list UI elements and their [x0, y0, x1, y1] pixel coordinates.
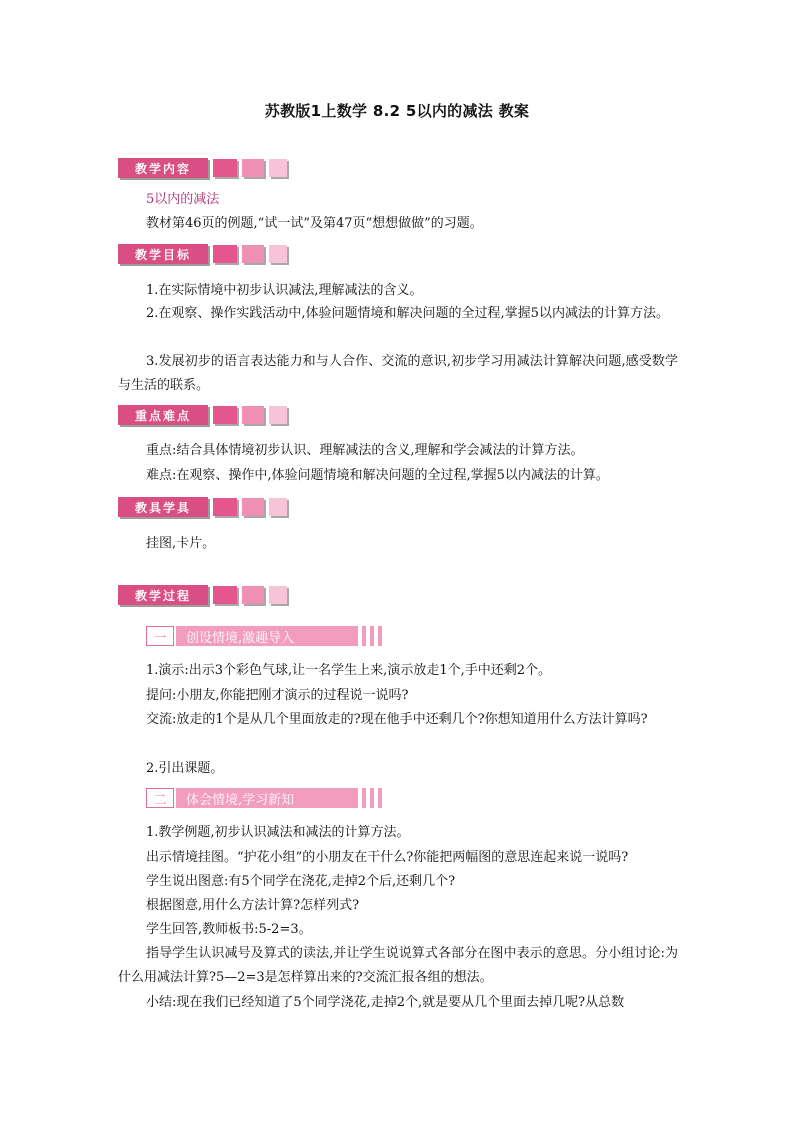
paragraph: 2.在观察、操作实践活动中,体验问题情境和解决问题的全过程,掌握5以内减法的计算方法。 — [146, 306, 669, 321]
decor-bar — [378, 788, 382, 808]
decor-square — [269, 245, 287, 263]
paragraph: 根据图意,用什么方法计算?怎样列式? — [146, 898, 360, 913]
decor-bar — [362, 788, 366, 808]
paragraph: 教材第46页的例题,“试一试”及第47页“想想做做”的习题。 — [146, 216, 483, 231]
step-header-2 — [146, 787, 382, 809]
paragraph: 3.发展初步的语言表达能力和与人合作、交流的意识,初步学习用减法计算解决问题,感受数学与生活的联系。 — [118, 354, 678, 393]
decor-square — [242, 498, 264, 516]
step-number: 一 — [146, 626, 174, 646]
decor-square — [213, 159, 237, 177]
decor-square — [213, 498, 237, 516]
page-title: 苏教版1上数学 8.2 5以内的减法 教案 — [264, 102, 530, 120]
step-header-1 — [146, 625, 382, 647]
decor-square — [269, 498, 287, 516]
section-label: 教学目标 — [118, 244, 208, 264]
decor-square — [213, 406, 237, 424]
step-number: 二 — [146, 788, 174, 808]
section-label: 教具学具 — [118, 497, 208, 517]
paragraph: 1.演示:出示3个彩色气球,让一名学生上来,演示放走1个,手中还剩2个。 — [146, 663, 551, 678]
section-label: 教学内容 — [118, 158, 208, 178]
section-header-process — [118, 584, 287, 606]
decor-square — [213, 586, 237, 604]
decor-bar — [370, 788, 374, 808]
section-label: 重点难点 — [118, 405, 208, 425]
decor-square — [242, 245, 264, 263]
decor-square — [269, 406, 287, 424]
section-header-key-points — [118, 404, 287, 426]
decor-square — [242, 159, 264, 177]
step-label: 创设情境,激趣导入 — [176, 626, 358, 646]
paragraph: 1.在实际情境中初步认识减法,理解减法的含义。 — [146, 283, 423, 298]
paragraph: 交流:放走的1个是从几个里面放走的?现在他手中还剩几个?你想知道用什么方法计算吗? — [146, 712, 648, 727]
paragraph: 出示情境挂图。“护花小组”的小朋友在干什么?你能把两幅图的意思连起来说一说吗? — [146, 850, 629, 865]
paragraph: 指导学生认识减号及算式的读法,并让学生说说算式各部分在图中表示的意思。分小组讨论:为什么用减法计算?5—2=3是怎样算出来的?交流汇报各组的想法。 — [118, 946, 678, 985]
decor-bar — [362, 626, 366, 646]
paragraph: 难点:在观察、操作中,体验问题情境和解决问题的全过程,掌握5以内减法的计算。 — [146, 468, 609, 483]
paragraph: 挂图,卡片。 — [146, 536, 216, 551]
decor-square — [242, 406, 264, 424]
section-label: 教学过程 — [118, 585, 208, 605]
paragraph: 学生回答,教师板书:5-2=3。 — [146, 922, 312, 937]
paragraph: 重点:结合具体情境初步认识、理解减法的含义,理解和学会减法的计算方法。 — [146, 443, 584, 458]
decor-bar — [370, 626, 374, 646]
decor-square — [269, 586, 287, 604]
step-label: 体会情境,学习新知 — [176, 788, 358, 808]
decor-square — [242, 586, 264, 604]
decor-square — [213, 245, 237, 263]
decor-square — [269, 159, 287, 177]
paragraph: 2.引出课题。 — [146, 761, 224, 776]
paragraph: 学生说出图意:有5个同学在浇花,走掉2个后,还剩几个? — [146, 874, 456, 889]
content-subtitle: 5以内的减法 — [146, 192, 220, 207]
section-header-tools — [118, 496, 287, 518]
paragraph: 小结:现在我们已经知道了5个同学浇花,走掉2个,就是要从几个里面去掉几呢?从总数 — [146, 995, 625, 1010]
decor-bar — [378, 626, 382, 646]
section-header-goals — [118, 243, 287, 265]
section-header-content — [118, 157, 287, 179]
paragraph: 1.教学例题,初步认识减法和减法的计算方法。 — [146, 825, 410, 840]
paragraph: 提问:小朋友,你能把刚才演示的过程说一说吗? — [146, 688, 409, 703]
